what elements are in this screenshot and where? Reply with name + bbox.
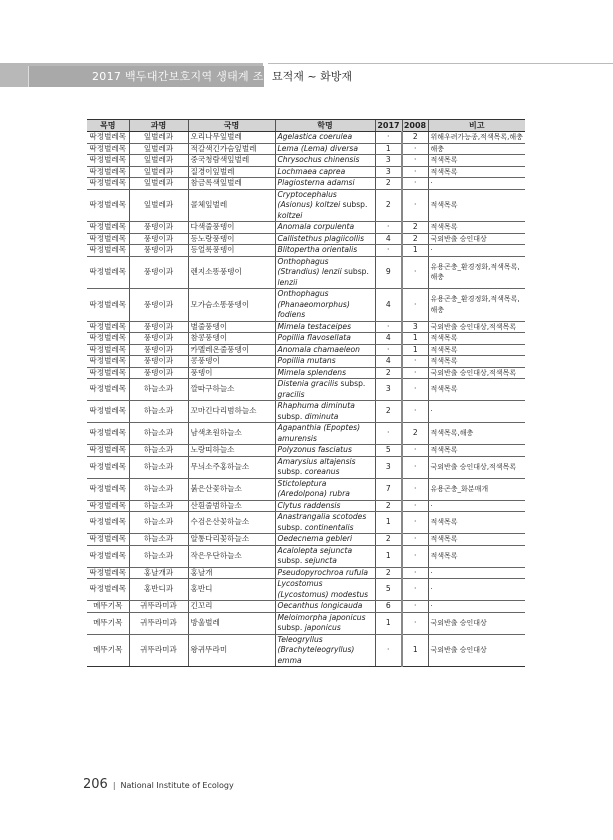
table-row bbox=[87, 178, 525, 190]
col-2017: 2017 bbox=[375, 120, 402, 132]
institute-name: National Institute of Ecology bbox=[120, 781, 234, 790]
cell-korean-name: 왕귀뚜라미 bbox=[188, 634, 275, 667]
cell-count-2008: · bbox=[402, 379, 428, 401]
cell-order: 딱정벌레목 bbox=[87, 166, 129, 178]
cell-order: 딱정벌레목 bbox=[87, 534, 129, 546]
cell-scientific-name: Callistethus plagiicollis bbox=[275, 233, 375, 245]
table-row bbox=[87, 545, 525, 567]
cell-order: 딱정벌레목 bbox=[87, 233, 129, 245]
cell-scientific-name: Acalolepta sejuncta subsp. sejuncta bbox=[275, 545, 375, 567]
table-row bbox=[87, 367, 525, 379]
cell-remarks: 적색목록 bbox=[428, 545, 525, 567]
cell-count-2017: 1 bbox=[375, 612, 402, 634]
cell-family: 귀뚜라미과 bbox=[129, 612, 188, 634]
cell-remarks: 유용곤충_환경정화,적색목록,해충 bbox=[428, 289, 525, 322]
cell-count-2008: 2 bbox=[402, 233, 428, 245]
table-row bbox=[87, 379, 525, 401]
cell-order: 딱정벌레목 bbox=[87, 178, 129, 190]
cell-korean-name: 무늬소주홍하늘소 bbox=[188, 456, 275, 478]
cell-count-2017: 2 bbox=[375, 534, 402, 546]
table-header-row bbox=[87, 120, 525, 132]
cell-remarks: 유용곤충_화분매개 bbox=[428, 478, 525, 500]
cell-remarks: · bbox=[428, 178, 525, 190]
cell-count-2017: 1 bbox=[375, 143, 402, 155]
cell-remarks: 적색목록 bbox=[428, 512, 525, 534]
table-row bbox=[87, 401, 525, 423]
cell-family: 풍뎅이과 bbox=[129, 245, 188, 257]
cell-order: 딱정벌레목 bbox=[87, 567, 129, 579]
cell-count-2017: 1 bbox=[375, 545, 402, 567]
cell-count-2008: · bbox=[402, 367, 428, 379]
cell-scientific-name: Pseudopyrochroa rufula bbox=[275, 567, 375, 579]
cell-korean-name: 방울벌레 bbox=[188, 612, 275, 634]
cell-remarks: 적색목록 bbox=[428, 356, 525, 368]
table-row bbox=[87, 601, 525, 613]
table-row bbox=[87, 289, 525, 322]
cell-family: 하늘소과 bbox=[129, 478, 188, 500]
table-row bbox=[87, 222, 525, 234]
cell-family: 잎벌레과 bbox=[129, 166, 188, 178]
cell-count-2017: 3 bbox=[375, 456, 402, 478]
cell-scientific-name: Lycostomus (Lycostomus) modestus bbox=[275, 579, 375, 601]
cell-scientific-name: Plagiosterna adamsi bbox=[275, 178, 375, 190]
cell-korean-name: 모가슴소똥풍뎅이 bbox=[188, 289, 275, 322]
cell-family: 풍뎅이과 bbox=[129, 333, 188, 345]
table-row bbox=[87, 256, 525, 289]
cell-order: 딱정벌레목 bbox=[87, 155, 129, 167]
cell-order: 딱정벌레목 bbox=[87, 289, 129, 322]
species-table bbox=[87, 119, 525, 667]
cell-family: 풍뎅이과 bbox=[129, 222, 188, 234]
cell-scientific-name: Agapanthia (Epoptes) amurensis bbox=[275, 423, 375, 445]
cell-order: 딱정벌레목 bbox=[87, 189, 129, 222]
report-title: 2017 백두대간보호지역 생태계 조사 bbox=[92, 70, 275, 83]
cell-count-2017: 2 bbox=[375, 367, 402, 379]
cell-remarks: 국외반출 승인대상,적색목록 bbox=[428, 367, 525, 379]
table-row bbox=[87, 423, 525, 445]
col-2008: 2008 bbox=[403, 121, 427, 130]
cell-family: 잎벌레과 bbox=[129, 155, 188, 167]
cell-count-2008: · bbox=[402, 579, 428, 601]
cell-korean-name: 다색줄풍뎅이 bbox=[188, 222, 275, 234]
cell-order: 딱정벌레목 bbox=[87, 423, 129, 445]
cell-count-2017: · bbox=[375, 634, 402, 667]
cell-count-2008: · bbox=[402, 178, 428, 190]
cell-order: 딱정벌레목 bbox=[87, 256, 129, 289]
table-row bbox=[87, 500, 525, 512]
page-footer bbox=[83, 773, 234, 792]
cell-scientific-name: Clytus raddensis bbox=[275, 500, 375, 512]
cell-family: 풍뎅이과 bbox=[129, 321, 188, 333]
cell-count-2008: · bbox=[402, 612, 428, 634]
cell-family: 하늘소과 bbox=[129, 512, 188, 534]
cell-korean-name: 질경이잎벌레 bbox=[188, 166, 275, 178]
cell-remarks: · bbox=[428, 401, 525, 423]
cell-scientific-name: Onthophagus (Phanaeomorphus) fodiens bbox=[275, 289, 375, 322]
cell-count-2017: 4 bbox=[375, 233, 402, 245]
cell-scientific-name: Lema (Lema) diversa bbox=[275, 143, 375, 155]
cell-scientific-name: Stictoleptura (Aredolpona) rubra bbox=[275, 478, 375, 500]
col-korean-name: 국명 bbox=[188, 120, 275, 132]
cell-count-2017: · bbox=[375, 344, 402, 356]
cell-count-2008: 1 bbox=[402, 634, 428, 667]
cell-count-2008: · bbox=[402, 289, 428, 322]
table-row bbox=[87, 189, 525, 222]
cell-count-2008: · bbox=[402, 567, 428, 579]
cell-scientific-name: Polyzonus fasciatus bbox=[275, 445, 375, 457]
cell-family: 하늘소과 bbox=[129, 423, 188, 445]
table-row bbox=[87, 512, 525, 534]
cell-scientific-name: Teleogryllus (Brachyteleogryllus) emma bbox=[275, 634, 375, 667]
cell-count-2008: · bbox=[402, 534, 428, 546]
cell-count-2017: 5 bbox=[375, 579, 402, 601]
cell-korean-name: 수검은산꽃하늘소 bbox=[188, 512, 275, 534]
cell-remarks: · bbox=[428, 601, 525, 613]
col-family: 과명 bbox=[129, 120, 188, 132]
cell-family: 하늘소과 bbox=[129, 379, 188, 401]
cell-family: 하늘소과 bbox=[129, 456, 188, 478]
cell-count-2008: 1 bbox=[402, 344, 428, 356]
cell-count-2017: 1 bbox=[375, 512, 402, 534]
cell-order: 딱정벌레목 bbox=[87, 132, 129, 144]
cell-count-2008: 2 bbox=[402, 222, 428, 234]
cell-count-2017: 3 bbox=[375, 155, 402, 167]
cell-count-2017: · bbox=[375, 245, 402, 257]
cell-order: 딱정벌레목 bbox=[87, 333, 129, 345]
cell-order: 메뚜기목 bbox=[87, 634, 129, 667]
cell-scientific-name: Meloimorpha japonicus subsp. japonicus bbox=[275, 612, 375, 634]
cell-order: 메뚜기목 bbox=[87, 601, 129, 613]
cell-count-2017: 2 bbox=[375, 401, 402, 423]
cell-count-2008: · bbox=[402, 500, 428, 512]
page-number: 206 bbox=[83, 777, 108, 792]
cell-family: 풍뎅이과 bbox=[129, 344, 188, 356]
table-row bbox=[87, 478, 525, 500]
cell-scientific-name: Distenia gracilis subsp. gracilis bbox=[275, 379, 375, 401]
cell-family: 풍뎅이과 bbox=[129, 233, 188, 245]
table-row bbox=[87, 579, 525, 601]
cell-order: 딱정벌레목 bbox=[87, 344, 129, 356]
cell-count-2017: 2 bbox=[375, 567, 402, 579]
cell-family: 하늘소과 bbox=[129, 445, 188, 457]
cell-korean-name: 산흰줄범하늘소 bbox=[188, 500, 275, 512]
table-row bbox=[87, 534, 525, 546]
cell-korean-name: 꼬마긴다리범하늘소 bbox=[188, 401, 275, 423]
cell-remarks: 적색목록,해충 bbox=[428, 423, 525, 445]
cell-order: 딱정벌레목 bbox=[87, 445, 129, 457]
table-row bbox=[87, 456, 525, 478]
cell-count-2017: 5 bbox=[375, 445, 402, 457]
cell-scientific-name: Agelastica coerulea bbox=[275, 132, 375, 144]
table-row bbox=[87, 143, 525, 155]
cell-count-2008: · bbox=[402, 189, 428, 222]
cell-korean-name: 등노랑풍뎅이 bbox=[188, 233, 275, 245]
cell-korean-name: 카멜레온줄풍뎅이 bbox=[188, 344, 275, 356]
cell-order: 딱정벌레목 bbox=[87, 245, 129, 257]
cell-order: 딱정벌레목 bbox=[87, 500, 129, 512]
table-row bbox=[87, 356, 525, 368]
cell-korean-name: 깔따구하늘소 bbox=[188, 379, 275, 401]
cell-remarks: · bbox=[428, 245, 525, 257]
cell-count-2008: · bbox=[402, 512, 428, 534]
cell-remarks: 적색목록 bbox=[428, 222, 525, 234]
cell-family: 풍뎅이과 bbox=[129, 356, 188, 368]
cell-count-2008: · bbox=[402, 356, 428, 368]
cell-scientific-name: Mimela testaceipes bbox=[275, 321, 375, 333]
cell-family: 풍뎅이과 bbox=[129, 289, 188, 322]
header-divider bbox=[268, 63, 613, 64]
cell-order: 딱정벌레목 bbox=[87, 545, 129, 567]
cell-scientific-name: Oedecnema gebleri bbox=[275, 534, 375, 546]
cell-count-2017: 3 bbox=[375, 379, 402, 401]
cell-korean-name: 홍반디 bbox=[188, 579, 275, 601]
cell-scientific-name: Amarysius altajensis subsp. coreanus bbox=[275, 456, 375, 478]
cell-remarks: 국외반출 승인대상,적색목록 bbox=[428, 456, 525, 478]
table-row bbox=[87, 333, 525, 345]
cell-korean-name: 남색초원하늘소 bbox=[188, 423, 275, 445]
cell-scientific-name: Mimela splendens bbox=[275, 367, 375, 379]
cell-korean-name: 알통다리꽃하늘소 bbox=[188, 534, 275, 546]
cell-count-2017: 4 bbox=[375, 289, 402, 322]
cell-scientific-name: Rhaphuma diminuta subsp. diminuta bbox=[275, 401, 375, 423]
cell-count-2017: · bbox=[375, 321, 402, 333]
table-row bbox=[87, 155, 525, 167]
cell-family: 하늘소과 bbox=[129, 500, 188, 512]
cell-remarks: 적색목록 bbox=[428, 333, 525, 345]
cell-scientific-name: Onthophagus (Strandius) lenzii subsp. lenzii bbox=[275, 256, 375, 289]
table-row bbox=[87, 245, 525, 257]
cell-korean-name: 붉은산꽃하늘소 bbox=[188, 478, 275, 500]
cell-scientific-name: Anastrangalia scotodes subsp. continentalis bbox=[275, 512, 375, 534]
cell-family: 잎벌레과 bbox=[129, 189, 188, 222]
cell-remarks: 국외반출 승인대상 bbox=[428, 634, 525, 667]
col-remarks: 비고 bbox=[428, 120, 525, 132]
cell-korean-name: 참콩풍뎅이 bbox=[188, 333, 275, 345]
cell-remarks: 적색목록 bbox=[428, 189, 525, 222]
cell-korean-name: 작은우단하늘소 bbox=[188, 545, 275, 567]
cell-count-2008: · bbox=[402, 545, 428, 567]
cell-korean-name: 홍날개 bbox=[188, 567, 275, 579]
cell-scientific-name: Oecanthus longicauda bbox=[275, 601, 375, 613]
cell-count-2008: 2 bbox=[402, 423, 428, 445]
table-row bbox=[87, 634, 525, 667]
cell-remarks: 국외반출 승인대상 bbox=[428, 612, 525, 634]
cell-family: 하늘소과 bbox=[129, 534, 188, 546]
cell-count-2017: · bbox=[375, 132, 402, 144]
cell-order: 딱정벌레목 bbox=[87, 401, 129, 423]
table-row bbox=[87, 567, 525, 579]
cell-korean-name: 오리나무잎벌레 bbox=[188, 132, 275, 144]
cell-korean-name: 긴꼬리 bbox=[188, 601, 275, 613]
cell-family: 하늘소과 bbox=[129, 545, 188, 567]
cell-korean-name: 렌지소똥풍뎅이 bbox=[188, 256, 275, 289]
cell-korean-name: 별줄풍뎅이 bbox=[188, 321, 275, 333]
cell-korean-name: 적갈색긴가슴잎벌레 bbox=[188, 143, 275, 155]
footer-separator: | bbox=[112, 781, 116, 790]
cell-order: 딱정벌레목 bbox=[87, 456, 129, 478]
cell-order: 딱정벌레목 bbox=[87, 367, 129, 379]
cell-korean-name: 노랑띠하늘소 bbox=[188, 445, 275, 457]
cell-count-2008: · bbox=[402, 456, 428, 478]
cell-scientific-name: Anomala corpulenta bbox=[275, 222, 375, 234]
cell-scientific-name: Popillia flavosellata bbox=[275, 333, 375, 345]
cell-count-2008: · bbox=[402, 601, 428, 613]
cell-count-2017: 2 bbox=[375, 500, 402, 512]
cell-remarks: · bbox=[428, 579, 525, 601]
cell-count-2017: 9 bbox=[375, 256, 402, 289]
cell-count-2008: · bbox=[402, 155, 428, 167]
table-row bbox=[87, 233, 525, 245]
cell-order: 딱정벌레목 bbox=[87, 512, 129, 534]
cell-family: 풍뎅이과 bbox=[129, 256, 188, 289]
cell-remarks: 적색목록 bbox=[428, 534, 525, 546]
cell-count-2008: 1 bbox=[402, 333, 428, 345]
table-row bbox=[87, 321, 525, 333]
cell-count-2008: · bbox=[402, 401, 428, 423]
cell-remarks: 적색목록 bbox=[428, 155, 525, 167]
cell-remarks: 적색목록 bbox=[428, 445, 525, 457]
cell-remarks: 유용곤충_환경정화,적색목록,해충 bbox=[428, 256, 525, 289]
cell-order: 딱정벌레목 bbox=[87, 222, 129, 234]
cell-order: 딱정벌레목 bbox=[87, 143, 129, 155]
cell-korean-name: 콜체잎벌레 bbox=[188, 189, 275, 222]
cell-scientific-name: Blitopertha orientalis bbox=[275, 245, 375, 257]
cell-remarks: 해충 bbox=[428, 143, 525, 155]
cell-family: 잎벌레과 bbox=[129, 132, 188, 144]
cell-order: 딱정벌레목 bbox=[87, 321, 129, 333]
cell-count-2017: 4 bbox=[375, 333, 402, 345]
cell-count-2017: · bbox=[375, 222, 402, 234]
cell-family: 홍날개과 bbox=[129, 567, 188, 579]
cell-remarks: 위해우려가능종,적색목록,해충 bbox=[428, 132, 525, 144]
cell-remarks: 적색목록 bbox=[428, 379, 525, 401]
cell-order: 딱정벌레목 bbox=[87, 579, 129, 601]
cell-remarks: · bbox=[428, 567, 525, 579]
cell-remarks: 국외반출 승인대상,적색목록 bbox=[428, 321, 525, 333]
cell-count-2008: · bbox=[402, 445, 428, 457]
table-row bbox=[87, 166, 525, 178]
table-row bbox=[87, 612, 525, 634]
table-row bbox=[87, 344, 525, 356]
col-scientific-name: 학명 bbox=[275, 120, 375, 132]
cell-count-2017: 3 bbox=[375, 166, 402, 178]
cell-order: 딱정벌레목 bbox=[87, 478, 129, 500]
cell-korean-name: 풍뎅이 bbox=[188, 367, 275, 379]
cell-count-2008: 3 bbox=[402, 321, 428, 333]
cell-scientific-name: Chrysochus chinensis bbox=[275, 155, 375, 167]
table-row bbox=[87, 445, 525, 457]
cell-count-2017: 4 bbox=[375, 356, 402, 368]
cell-count-2017: · bbox=[375, 423, 402, 445]
cell-korean-name: 참금록색잎벌레 bbox=[188, 178, 275, 190]
cell-order: 딱정벌레목 bbox=[87, 379, 129, 401]
cell-korean-name: 콩풍뎅이 bbox=[188, 356, 275, 368]
cell-family: 잎벌레과 bbox=[129, 143, 188, 155]
col-order: 목명 bbox=[87, 120, 129, 132]
cell-count-2017: 6 bbox=[375, 601, 402, 613]
cell-count-2008: · bbox=[402, 478, 428, 500]
cell-count-2017: 2 bbox=[375, 178, 402, 190]
cell-remarks: · bbox=[428, 500, 525, 512]
cell-remarks: 국외반출 승인대상 bbox=[428, 233, 525, 245]
cell-scientific-name: Cryptocephalus (Asionus) koltzei subsp. koltzei bbox=[275, 189, 375, 222]
cell-count-2008: · bbox=[402, 143, 428, 155]
cell-count-2008: 1 bbox=[402, 245, 428, 257]
cell-order: 메뚜기목 bbox=[87, 612, 129, 634]
cell-family: 잎벌레과 bbox=[129, 178, 188, 190]
cell-family: 귀뚜라미과 bbox=[129, 634, 188, 667]
cell-count-2008: · bbox=[402, 256, 428, 289]
cell-remarks: 적색목록 bbox=[428, 344, 525, 356]
cell-count-2008: 2 bbox=[402, 132, 428, 144]
cell-family: 홍반디과 bbox=[129, 579, 188, 601]
cell-scientific-name: Lochmaea caprea bbox=[275, 166, 375, 178]
cell-remarks: 적색목록 bbox=[428, 166, 525, 178]
cell-scientific-name: Anomala chamaeleon bbox=[275, 344, 375, 356]
cell-order: 딱정벌레목 bbox=[87, 356, 129, 368]
table-row bbox=[87, 132, 525, 144]
cell-scientific-name: Popillia mutans bbox=[275, 356, 375, 368]
cell-korean-name: 등얼룩풍뎅이 bbox=[188, 245, 275, 257]
cell-family: 귀뚜라미과 bbox=[129, 601, 188, 613]
cell-korean-name: 중국청람색잎벌레 bbox=[188, 155, 275, 167]
cell-family: 풍뎅이과 bbox=[129, 367, 188, 379]
cell-family: 하늘소과 bbox=[129, 401, 188, 423]
cell-count-2008: · bbox=[402, 166, 428, 178]
cell-count-2017: 2 bbox=[375, 189, 402, 222]
cell-count-2017: 7 bbox=[375, 478, 402, 500]
section-title: 묘적재 ~ 화방재 bbox=[272, 70, 352, 83]
